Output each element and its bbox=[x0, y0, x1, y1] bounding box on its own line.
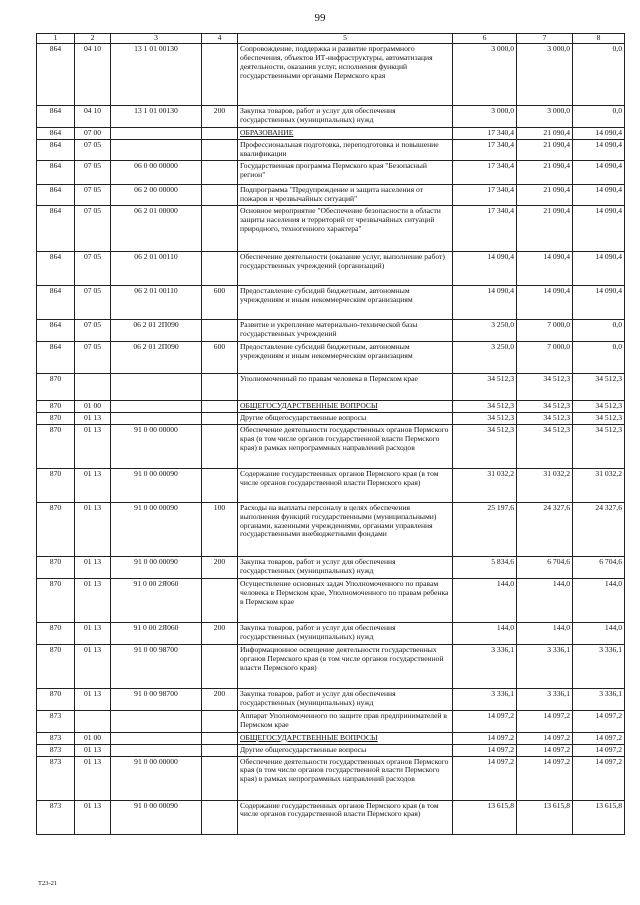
cell-target-article: 13 1 01 00130 bbox=[111, 105, 202, 127]
cell-target-article: 06 2 01 00000 bbox=[111, 205, 202, 251]
cell-description: Обеспечение деятельности (оказание услуг, выполнение работ) государственных учреждений (организаций) bbox=[238, 251, 453, 285]
cell-amount-col6: 17 340,4 bbox=[453, 139, 517, 160]
cell-expense-type bbox=[202, 251, 238, 285]
cell-amount-col8: 3 336,1 bbox=[573, 688, 625, 710]
cell-amount-col8: 0,0 bbox=[573, 43, 625, 105]
table-row bbox=[37, 710, 625, 732]
table-row bbox=[37, 184, 625, 205]
cell-expense-type bbox=[202, 424, 238, 468]
cell-amount-col8: 14 097,2 bbox=[573, 756, 625, 800]
table-row bbox=[37, 468, 625, 502]
cell-expense-type: 200 bbox=[202, 105, 238, 127]
cell-amount-col8: 14 090,4 bbox=[573, 205, 625, 251]
cell-section: 07 05 bbox=[75, 251, 111, 285]
column-header: 4 bbox=[202, 34, 238, 44]
cell-expense-type bbox=[202, 127, 238, 139]
cell-description: ОБЩЕГОСУДАРСТВЕННЫЕ ВОПРОСЫ bbox=[238, 732, 453, 744]
table-body bbox=[37, 43, 625, 834]
cell-amount-col8: 14 090,4 bbox=[573, 184, 625, 205]
cell-amount-col7: 34 512,3 bbox=[517, 373, 573, 400]
cell-amount-col7: 21 090,4 bbox=[517, 184, 573, 205]
cell-amount-col7: 14 097,2 bbox=[517, 744, 573, 756]
cell-amount-col7: 144,0 bbox=[517, 622, 573, 644]
cell-expense-type bbox=[202, 644, 238, 688]
cell-description: Предоставление субсидий бюджетным, автономным учреждениям и иным некоммерческим организациям bbox=[238, 341, 453, 373]
cell-section: 01 13 bbox=[75, 556, 111, 578]
cell-target-article: 91 0 00 98700 bbox=[111, 644, 202, 688]
cell-target-article: 06 2 01 00110 bbox=[111, 251, 202, 285]
cell-amount-col6: 14 097,2 bbox=[453, 756, 517, 800]
cell-description: Информационное освещение деятельности государственных органов Пермского края (в том числе органов государственной власти Пермского края) bbox=[238, 644, 453, 688]
cell-expense-type bbox=[202, 205, 238, 251]
cell-section: 01 13 bbox=[75, 412, 111, 424]
cell-section: 07 05 bbox=[75, 341, 111, 373]
cell-expense-type: 100 bbox=[202, 502, 238, 556]
cell-target-article bbox=[111, 373, 202, 400]
cell-amount-col6: 5 834,6 bbox=[453, 556, 517, 578]
cell-expense-type bbox=[202, 732, 238, 744]
cell-target-article: 91 0 00 00000 bbox=[111, 756, 202, 800]
cell-expense-type: 200 bbox=[202, 622, 238, 644]
cell-chapter: 864 bbox=[37, 285, 75, 319]
cell-description: Закупка товаров, работ и услуг для обеспечения государственных (муниципальных) нужд bbox=[238, 622, 453, 644]
cell-chapter: 864 bbox=[37, 319, 75, 341]
cell-chapter: 870 bbox=[37, 622, 75, 644]
cell-description: Государственная программа Пермского края "Безопасный регион" bbox=[238, 160, 453, 184]
cell-expense-type bbox=[202, 578, 238, 622]
cell-amount-col7: 14 097,2 bbox=[517, 732, 573, 744]
cell-expense-type: 200 bbox=[202, 556, 238, 578]
cell-amount-col8: 14 090,4 bbox=[573, 251, 625, 285]
cell-amount-col6: 3 000,0 bbox=[453, 105, 517, 127]
cell-section: 07 05 bbox=[75, 184, 111, 205]
cell-expense-type bbox=[202, 139, 238, 160]
cell-amount-col6: 14 090,4 bbox=[453, 251, 517, 285]
cell-amount-col7: 21 090,4 bbox=[517, 160, 573, 184]
cell-amount-col8: 31 032,2 bbox=[573, 468, 625, 502]
cell-section: 07 05 bbox=[75, 160, 111, 184]
header-row bbox=[37, 34, 625, 44]
cell-amount-col7: 24 327,6 bbox=[517, 502, 573, 556]
cell-chapter: 870 bbox=[37, 578, 75, 622]
cell-target-article bbox=[111, 400, 202, 412]
cell-amount-col6: 34 512,3 bbox=[453, 400, 517, 412]
cell-chapter: 864 bbox=[37, 43, 75, 105]
cell-amount-col6: 13 615,8 bbox=[453, 800, 517, 834]
cell-description: Закупка товаров, работ и услуг для обеспечения государственных (муниципальных) нужд bbox=[238, 556, 453, 578]
cell-description: Профессиональная подготовка, переподготовка и повышение квалификации bbox=[238, 139, 453, 160]
cell-amount-col7: 7 000,0 bbox=[517, 341, 573, 373]
cell-amount-col8: 24 327,6 bbox=[573, 502, 625, 556]
cell-expense-type bbox=[202, 468, 238, 502]
cell-amount-col6: 34 512,3 bbox=[453, 424, 517, 468]
table-row bbox=[37, 139, 625, 160]
cell-target-article: 06 2 01 2П090 bbox=[111, 341, 202, 373]
cell-description: Другие общегосударственные вопросы bbox=[238, 744, 453, 756]
table-row bbox=[37, 732, 625, 744]
cell-chapter: 864 bbox=[37, 251, 75, 285]
cell-expense-type bbox=[202, 744, 238, 756]
cell-description: Закупка товаров, работ и услуг для обеспечения государственных (муниципальных) нужд bbox=[238, 105, 453, 127]
cell-description: Развитие и укрепление материально-технической базы государственных учреждений bbox=[238, 319, 453, 341]
cell-amount-col8: 34 512,3 bbox=[573, 400, 625, 412]
cell-description: ОБЩЕГОСУДАРСТВЕННЫЕ ВОПРОСЫ bbox=[238, 400, 453, 412]
cell-section: 01 00 bbox=[75, 400, 111, 412]
cell-amount-col8: 6 704,6 bbox=[573, 556, 625, 578]
table-row bbox=[37, 424, 625, 468]
cell-description: Обеспечение деятельности государственных органов Пермского края (в том числе органов государственной власти Пермского края) в рамках непрограммных направлений расходов bbox=[238, 424, 453, 468]
cell-description: Осуществление основных задач Уполномоченного по правам человека в Пермском крае, Уполномоченного по правам ребенка в Пермском крае bbox=[238, 578, 453, 622]
cell-amount-col8: 34 512,3 bbox=[573, 373, 625, 400]
table-row bbox=[37, 744, 625, 756]
column-header: 1 bbox=[37, 34, 75, 44]
cell-target-article bbox=[111, 139, 202, 160]
cell-amount-col6: 3 250,0 bbox=[453, 341, 517, 373]
cell-expense-type bbox=[202, 400, 238, 412]
cell-description: Основное мероприятие "Обеспечение безопасности в области защиты населения и территорий от чрезвычайных ситуаций природного, техногенного характера" bbox=[238, 205, 453, 251]
column-header: 2 bbox=[75, 34, 111, 44]
cell-description: ОБРАЗОВАНИЕ bbox=[238, 127, 453, 139]
cell-amount-col6: 3 000,0 bbox=[453, 43, 517, 105]
cell-amount-col6: 17 340,4 bbox=[453, 160, 517, 184]
cell-amount-col8: 14 090,4 bbox=[573, 139, 625, 160]
cell-expense-type bbox=[202, 160, 238, 184]
cell-target-article: 91 0 00 00090 bbox=[111, 800, 202, 834]
cell-target-article: 06 0 00 00000 bbox=[111, 160, 202, 184]
cell-section: 01 13 bbox=[75, 578, 111, 622]
cell-target-article: 06 2 01 2П090 bbox=[111, 319, 202, 341]
table-row bbox=[37, 644, 625, 688]
cell-amount-col8: 14 097,2 bbox=[573, 732, 625, 744]
cell-expense-type bbox=[202, 319, 238, 341]
cell-chapter: 864 bbox=[37, 160, 75, 184]
footer-code: Т23-21 bbox=[38, 880, 58, 887]
cell-chapter: 864 bbox=[37, 341, 75, 373]
cell-target-article: 91 0 00 2Я060 bbox=[111, 578, 202, 622]
cell-amount-col7: 34 512,3 bbox=[517, 412, 573, 424]
cell-amount-col6: 34 512,3 bbox=[453, 373, 517, 400]
cell-section: 07 05 bbox=[75, 319, 111, 341]
cell-amount-col7: 3 000,0 bbox=[517, 105, 573, 127]
cell-description: Предоставление субсидий бюджетным, автономным учреждениям и иным некоммерческим организациям bbox=[238, 285, 453, 319]
cell-amount-col6: 14 090,4 bbox=[453, 285, 517, 319]
cell-section: 04 10 bbox=[75, 43, 111, 105]
cell-amount-col7: 14 097,2 bbox=[517, 710, 573, 732]
cell-amount-col8: 14 090,4 bbox=[573, 127, 625, 139]
cell-amount-col7: 21 090,4 bbox=[517, 139, 573, 160]
cell-section: 01 13 bbox=[75, 502, 111, 556]
cell-description: Уполномоченный по правам человека в Пермском крае bbox=[238, 373, 453, 400]
cell-section: 01 13 bbox=[75, 744, 111, 756]
cell-description: Содержание государственных органов Пермского края (в том числе органов государственной власти Пермского края) bbox=[238, 468, 453, 502]
cell-amount-col7: 21 090,4 bbox=[517, 127, 573, 139]
cell-amount-col8: 3 336,1 bbox=[573, 644, 625, 688]
cell-chapter: 873 bbox=[37, 756, 75, 800]
cell-amount-col7: 21 090,4 bbox=[517, 205, 573, 251]
cell-section: 01 13 bbox=[75, 800, 111, 834]
cell-expense-type bbox=[202, 412, 238, 424]
cell-target-article: 91 0 00 98700 bbox=[111, 688, 202, 710]
table-row bbox=[37, 556, 625, 578]
cell-amount-col8: 0,0 bbox=[573, 319, 625, 341]
table-row bbox=[37, 341, 625, 373]
table-row bbox=[37, 688, 625, 710]
cell-section: 07 00 bbox=[75, 127, 111, 139]
cell-amount-col7: 14 090,4 bbox=[517, 251, 573, 285]
cell-section: 04 10 bbox=[75, 105, 111, 127]
table-row bbox=[37, 105, 625, 127]
cell-section bbox=[75, 710, 111, 732]
cell-description: Закупка товаров, работ и услуг для обеспечения государственных (муниципальных) нужд bbox=[238, 688, 453, 710]
cell-expense-type bbox=[202, 373, 238, 400]
cell-description: Расходы на выплаты персоналу в целях обеспечения выполнения функций государственными (муниципальными) органами, казенными учреждениями, органами управления государственными внебюджетными фондами bbox=[238, 502, 453, 556]
cell-chapter: 873 bbox=[37, 800, 75, 834]
column-header: 5 bbox=[238, 34, 453, 44]
cell-description: Аппарат Уполномоченного по защите прав предпринимателей в Пермском крае bbox=[238, 710, 453, 732]
cell-chapter: 870 bbox=[37, 400, 75, 412]
cell-target-article: 91 0 00 00000 bbox=[111, 424, 202, 468]
cell-amount-col8: 13 615,8 bbox=[573, 800, 625, 834]
cell-amount-col6: 3 336,1 bbox=[453, 644, 517, 688]
table-row bbox=[37, 285, 625, 319]
cell-section: 01 13 bbox=[75, 424, 111, 468]
cell-section: 07 05 bbox=[75, 139, 111, 160]
cell-amount-col8: 144,0 bbox=[573, 578, 625, 622]
table-row bbox=[37, 622, 625, 644]
cell-target-article bbox=[111, 412, 202, 424]
cell-amount-col6: 17 340,4 bbox=[453, 205, 517, 251]
cell-target-article bbox=[111, 732, 202, 744]
cell-chapter: 870 bbox=[37, 644, 75, 688]
cell-amount-col7: 3 336,1 bbox=[517, 644, 573, 688]
cell-chapter: 873 bbox=[37, 710, 75, 732]
table-row bbox=[37, 319, 625, 341]
cell-amount-col6: 3 336,1 bbox=[453, 688, 517, 710]
cell-section bbox=[75, 373, 111, 400]
cell-amount-col7: 14 097,2 bbox=[517, 756, 573, 800]
cell-amount-col8: 14 090,4 bbox=[573, 285, 625, 319]
budget-table bbox=[36, 33, 625, 835]
cell-expense-type bbox=[202, 184, 238, 205]
cell-chapter: 864 bbox=[37, 105, 75, 127]
column-header: 3 bbox=[111, 34, 202, 44]
table-row bbox=[37, 400, 625, 412]
cell-chapter: 864 bbox=[37, 139, 75, 160]
cell-amount-col7: 3 000,0 bbox=[517, 43, 573, 105]
table-row bbox=[37, 412, 625, 424]
table-row bbox=[37, 205, 625, 251]
cell-description: Другие общегосударственные вопросы bbox=[238, 412, 453, 424]
cell-section: 01 13 bbox=[75, 756, 111, 800]
cell-amount-col6: 25 197,6 bbox=[453, 502, 517, 556]
cell-chapter: 870 bbox=[37, 502, 75, 556]
cell-chapter: 870 bbox=[37, 373, 75, 400]
cell-target-article: 91 0 00 00090 bbox=[111, 556, 202, 578]
cell-target-article: 91 0 00 2Я060 bbox=[111, 622, 202, 644]
cell-chapter: 870 bbox=[37, 424, 75, 468]
cell-chapter: 870 bbox=[37, 412, 75, 424]
cell-amount-col8: 34 512,3 bbox=[573, 412, 625, 424]
cell-section: 01 13 bbox=[75, 644, 111, 688]
cell-amount-col7: 14 090,4 bbox=[517, 285, 573, 319]
cell-chapter: 870 bbox=[37, 688, 75, 710]
column-header: 6 bbox=[453, 34, 517, 44]
table-row bbox=[37, 373, 625, 400]
cell-chapter: 864 bbox=[37, 127, 75, 139]
cell-expense-type bbox=[202, 43, 238, 105]
cell-amount-col8: 144,0 bbox=[573, 622, 625, 644]
cell-expense-type: 600 bbox=[202, 341, 238, 373]
cell-chapter: 873 bbox=[37, 732, 75, 744]
column-header: 7 bbox=[517, 34, 573, 44]
cell-amount-col7: 6 704,6 bbox=[517, 556, 573, 578]
page-number: 99 bbox=[314, 12, 326, 24]
cell-target-article bbox=[111, 744, 202, 756]
table-row bbox=[37, 127, 625, 139]
cell-amount-col6: 17 340,4 bbox=[453, 184, 517, 205]
cell-amount-col6: 14 097,2 bbox=[453, 744, 517, 756]
cell-expense-type: 200 bbox=[202, 688, 238, 710]
table-row bbox=[37, 756, 625, 800]
cell-chapter: 864 bbox=[37, 184, 75, 205]
cell-section: 07 05 bbox=[75, 205, 111, 251]
cell-expense-type bbox=[202, 710, 238, 732]
cell-amount-col7: 7 000,0 bbox=[517, 319, 573, 341]
table-row bbox=[37, 800, 625, 834]
table-row bbox=[37, 502, 625, 556]
cell-amount-col7: 13 615,8 bbox=[517, 800, 573, 834]
cell-amount-col6: 31 032,2 bbox=[453, 468, 517, 502]
cell-section: 07 05 bbox=[75, 285, 111, 319]
cell-amount-col6: 14 097,2 bbox=[453, 732, 517, 744]
table-row bbox=[37, 160, 625, 184]
cell-chapter: 873 bbox=[37, 744, 75, 756]
table-row bbox=[37, 578, 625, 622]
cell-section: 01 13 bbox=[75, 622, 111, 644]
cell-amount-col8: 14 097,2 bbox=[573, 744, 625, 756]
cell-amount-col6: 34 512,3 bbox=[453, 412, 517, 424]
cell-target-article bbox=[111, 127, 202, 139]
cell-amount-col8: 0,0 bbox=[573, 105, 625, 127]
cell-amount-col8: 34 512,3 bbox=[573, 424, 625, 468]
cell-amount-col7: 3 336,1 bbox=[517, 688, 573, 710]
cell-target-article: 13 1 01 00130 bbox=[111, 43, 202, 105]
cell-chapter: 870 bbox=[37, 556, 75, 578]
table-row bbox=[37, 251, 625, 285]
cell-chapter: 870 bbox=[37, 468, 75, 502]
column-header: 8 bbox=[573, 34, 625, 44]
cell-amount-col6: 144,0 bbox=[453, 622, 517, 644]
cell-section: 01 00 bbox=[75, 732, 111, 744]
cell-amount-col8: 14 090,4 bbox=[573, 160, 625, 184]
cell-chapter: 864 bbox=[37, 205, 75, 251]
cell-amount-col8: 14 097,2 bbox=[573, 710, 625, 732]
cell-amount-col8: 0,0 bbox=[573, 341, 625, 373]
cell-target-article: 91 0 00 00090 bbox=[111, 468, 202, 502]
cell-target-article: 06 2 00 00000 bbox=[111, 184, 202, 205]
cell-expense-type bbox=[202, 800, 238, 834]
cell-amount-col6: 17 340,4 bbox=[453, 127, 517, 139]
cell-amount-col6: 144,0 bbox=[453, 578, 517, 622]
cell-amount-col6: 14 097,2 bbox=[453, 710, 517, 732]
cell-expense-type: 600 bbox=[202, 285, 238, 319]
cell-amount-col7: 31 032,2 bbox=[517, 468, 573, 502]
cell-target-article: 91 0 00 00090 bbox=[111, 502, 202, 556]
cell-description: Обеспечение деятельности государственных органов Пермского края (в том числе органов государственной власти Пермского края) в рамках непрограммных направлений расходов bbox=[238, 756, 453, 800]
cell-description: Подпрограмма "Предупреждение и защита населения от пожаров и чрезвычайных ситуаций" bbox=[238, 184, 453, 205]
cell-target-article bbox=[111, 710, 202, 732]
table-row bbox=[37, 43, 625, 105]
cell-amount-col6: 3 250,0 bbox=[453, 319, 517, 341]
cell-amount-col7: 34 512,3 bbox=[517, 400, 573, 412]
cell-description: Содержание государственных органов Пермского края (в том числе органов государственной власти Пермского края) bbox=[238, 800, 453, 834]
cell-description: Сопровождение, поддержка и развитие программного обеспечения, объектов ИТ-инфраструктуры, автоматизация деятельности, оказания услуг, исполнения функций государственными органами Пермского края bbox=[238, 43, 453, 105]
cell-target-article: 06 2 01 00110 bbox=[111, 285, 202, 319]
cell-expense-type bbox=[202, 756, 238, 800]
cell-section: 01 13 bbox=[75, 468, 111, 502]
cell-amount-col7: 34 512,3 bbox=[517, 424, 573, 468]
cell-section: 01 13 bbox=[75, 688, 111, 710]
cell-amount-col7: 144,0 bbox=[517, 578, 573, 622]
